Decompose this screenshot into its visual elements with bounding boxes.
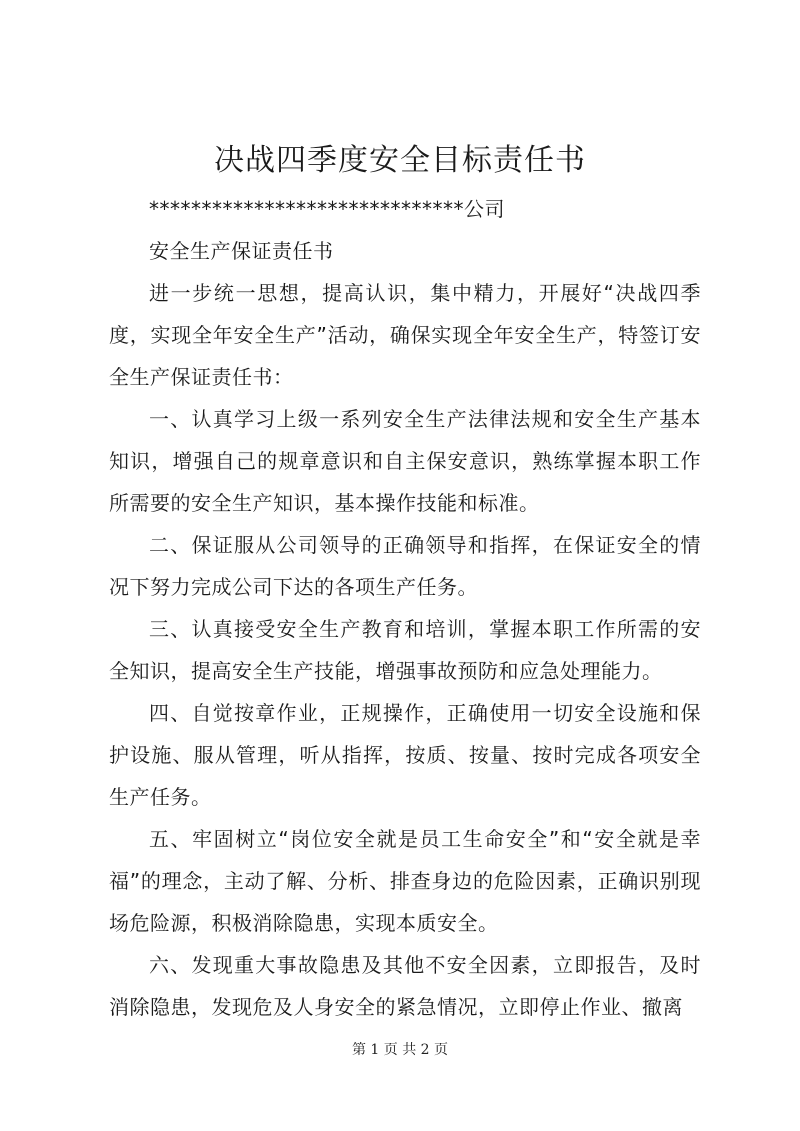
clause-paragraph: 六、发现重大事故隐患及其他不安全因素，立即报告，及时消除隐患，发现危及人身安全的紧急情况，立即停止作业、撤离 <box>109 953 701 1019</box>
page-footer: 第 1 页 共 2 页 <box>351 1042 449 1058</box>
clause-paragraph: 三、认真接受安全生产教育和培训，掌握本职工作所需的安全知识，提高安全生产技能，增强事故预防和应急处理能力。 <box>109 617 701 683</box>
document-title: 决战四季度安全目标责任书 <box>214 143 586 178</box>
intro-paragraph: 进一步统一思想，提高认识，集中精力，开展好“决战四季度，实现全年安全生产”活动，确保实现全年安全生产，特签订安全生产保证责任书： <box>109 281 701 389</box>
company-line: ******************************公司 <box>149 197 505 221</box>
document-body <box>109 188 701 1028</box>
clause-paragraph: 四、自觉按章作业，正规操作，正确使用一切安全设施和保护设施、服从管理，听从指挥，按质、按量、按时完成各项安全生产任务。 <box>109 701 701 809</box>
document-subtitle: 安全生产保证责任书 <box>149 239 334 263</box>
clause-paragraph: 五、牢固树立“岗位安全就是员工生命安全”和“安全就是幸福”的理念，主动了解、分析、排查身边的危险因素，正确识别现场危险源，积极消除隐患，实现本质安全。 <box>109 827 701 935</box>
clause-paragraph: 一、认真学习上级一系列安全生产法律法规和安全生产基本知识，增强自己的规章意识和自主保安意识，熟练掌握本职工作所需要的安全生产知识，基本操作技能和标准。 <box>109 407 701 515</box>
clause-paragraph: 二、保证服从公司领导的正确领导和指挥，在保证安全的情况下努力完成公司下达的各项生产任务。 <box>109 533 701 599</box>
